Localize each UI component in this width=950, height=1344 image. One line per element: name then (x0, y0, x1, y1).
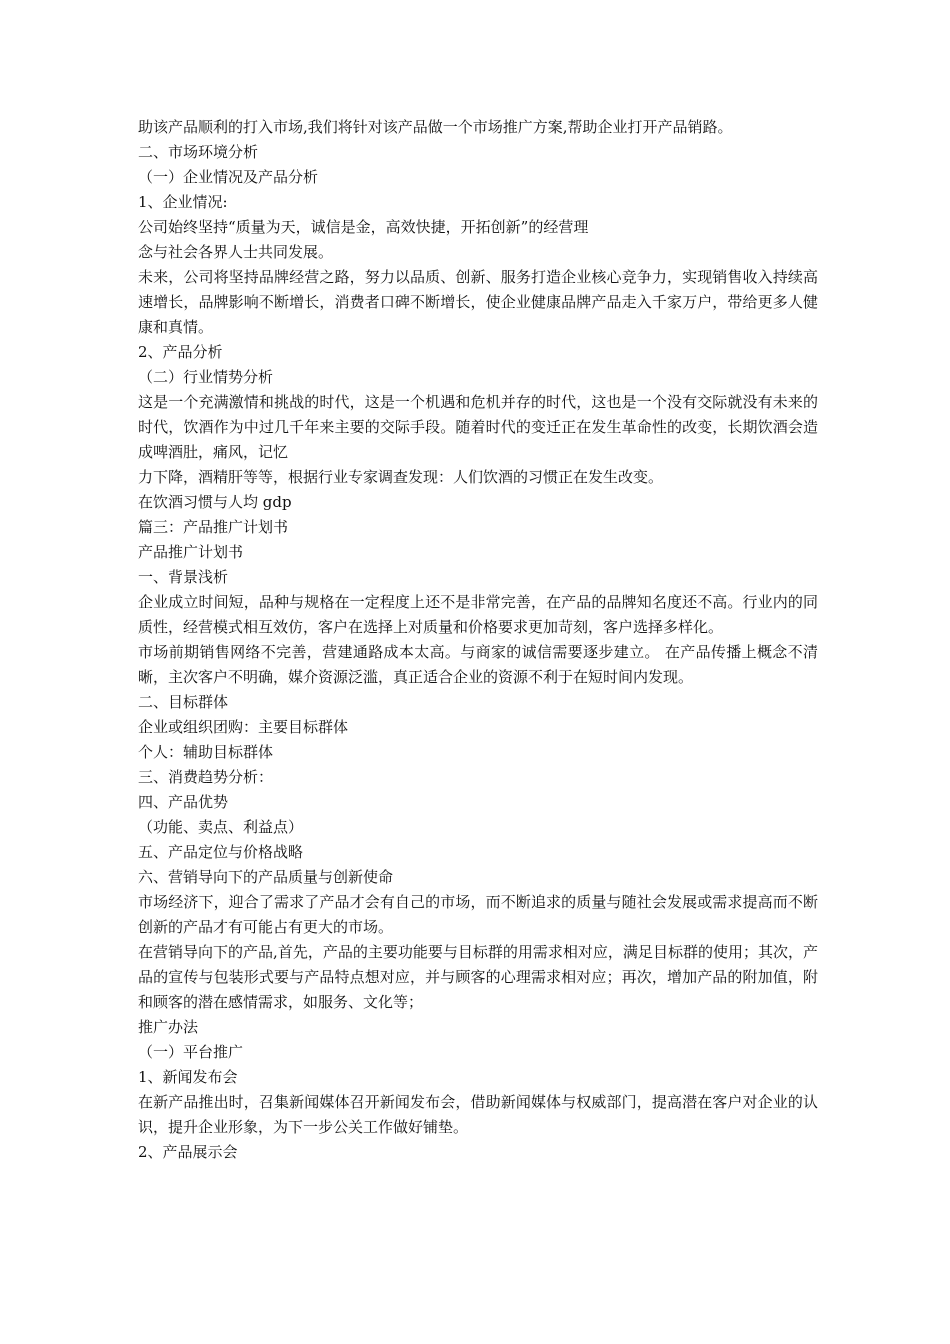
text-line: 1、企业情况: (138, 193, 228, 211)
text-line: 产品推广计划书 (138, 543, 244, 561)
text-line: 个人：辅助目标群体 (138, 743, 274, 761)
text-line: 2、产品分析 (138, 343, 223, 361)
text-line: 力下降，酒精肝等等，根据行业专家调查发现：人们饮酒的习惯正在发生改变。 (138, 468, 664, 486)
text-line: 六、营销导向下的产品质量与创新使命 (138, 868, 394, 886)
text-line: 助该产品顺利的打入市场,我们将针对该产品做一个市场推广方案,帮助企业打开产品销路。 (138, 118, 733, 136)
text-line: 推广办法 (138, 1018, 199, 1036)
text-line: 二、市场环境分析 (138, 143, 259, 161)
text-line: 二、目标群体 (138, 693, 229, 711)
paragraph: 市场前期销售网络不完善，营建通路成本太高。与商家的诚信需要逐步建立。 在产品传播上概念不清晰，主次客户不明确，媒介资源泛滥，真正适合企业的资源不利于在短时间内发现。 (138, 643, 818, 686)
text-line: 公司始终坚持“质量为天，诚信是金，高效快捷，开拓创新”的经营理 (138, 218, 589, 236)
text-line: （一）平台推广 (138, 1043, 244, 1061)
text-line: （一）企业情况及产品分析 (138, 168, 319, 186)
paragraph: 在营销导向下的产品,首先，产品的主要功能要与目标群的用需求相对应，满足目标群的使用；其次，产品的宣传与包装形式要与产品特点想对应，并与顾客的心理需求相对应；再次，增加产品的附加值，附和顾客的潜在感情需求，如服务、文化等； (138, 943, 818, 1011)
document-body (138, 115, 818, 1165)
text-line: （二）行业情势分析 (138, 368, 274, 386)
text-line: 念与社会各界人士共同发展。 (138, 243, 334, 261)
paragraph: 在新产品推出时，召集新闻媒体召开新闻发布会，借助新闻媒体与权威部门，提高潜在客户对企业的认识，提升企业形象，为下一步公关工作做好铺垫。 (138, 1093, 818, 1136)
paragraph: 这是一个充满激情和挑战的时代，这是一个机遇和危机并存的时代，这也是一个没有交际就没有未来的时代，饮酒作为中过几千年来主要的交际手段。随着时代的变迁正在发生革命性的改变，长期饮酒会造成啤酒肚，痛风，记忆 (138, 393, 818, 461)
text-line: 篇三：产品推广计划书 (138, 518, 289, 536)
text-line: 在饮酒习惯与人均 gdp (138, 493, 292, 511)
text-line: 2、产品展示会 (138, 1143, 238, 1161)
text-line: 一、背景浅析 (138, 568, 229, 586)
text-line: 五、产品定位与价格战略 (138, 843, 304, 861)
paragraph: 市场经济下，迎合了需求了产品才会有自己的市场，而不断追求的质量与随社会发展或需求提高而不断创新的产品才有可能占有更大的市场。 (138, 893, 818, 936)
paragraph: 企业成立时间短，品种与规格在一定程度上还不是非常完善，在产品的品牌知名度还不高。行业内的同质性，经营模式相互效仿，客户在选择上对质量和价格要求更加苛刻，客户选择多样化。 (138, 593, 818, 636)
text-line: （功能、卖点、利益点） (138, 818, 304, 836)
text-line: 四、产品优势 (138, 793, 229, 811)
paragraph: 未来，公司将坚持品牌经营之路，努力以品质、创新、服务打造企业核心竞争力，实现销售收入持续高速增长，品牌影响不断增长，消费者口碑不断增长，使企业健康品牌产品走入千家万户，带给更多人健康和真情。 (138, 268, 818, 336)
text-line: 三、消费趋势分析： (138, 768, 274, 786)
text-line: 1、新闻发布会 (138, 1068, 238, 1086)
text-line: 企业或组织团购：主要目标群体 (138, 718, 349, 736)
